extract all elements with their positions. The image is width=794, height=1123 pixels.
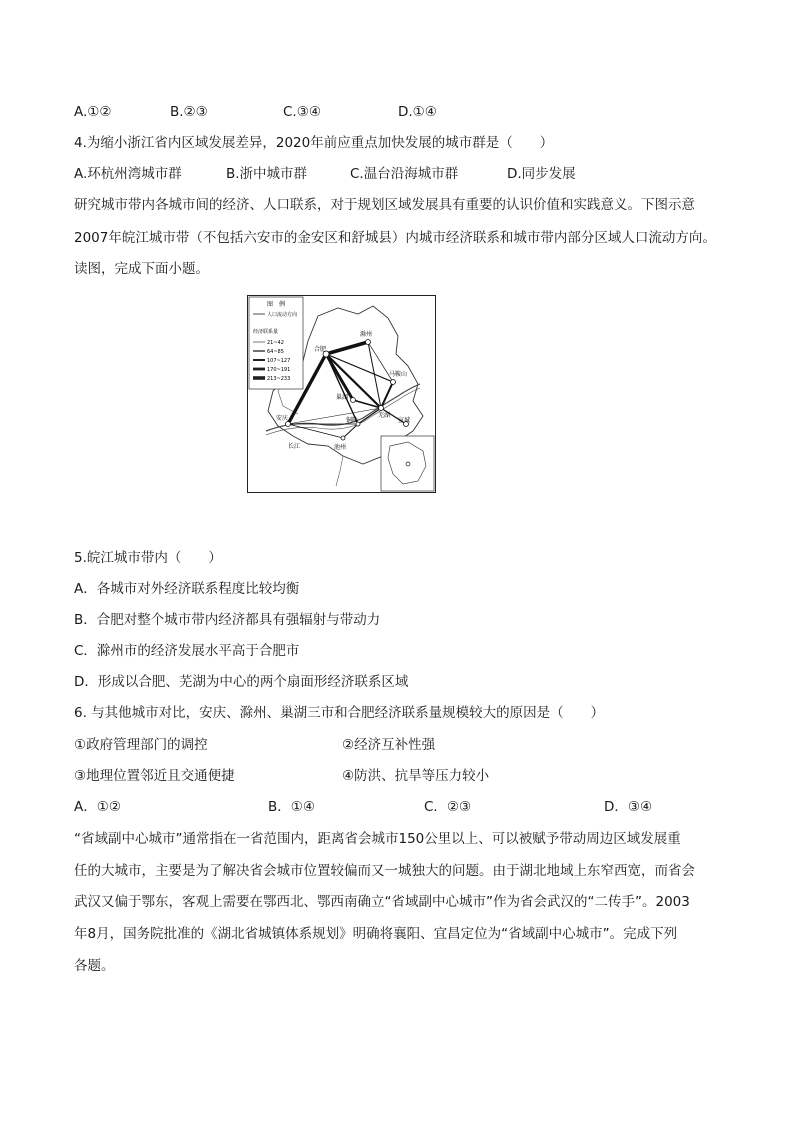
question-5-stem: 5.皖江城市带内（ ） <box>74 550 222 566</box>
q4-option-c: C.温台沿海城市群 <box>350 166 459 182</box>
legend-title: 图 例 <box>266 301 286 308</box>
link-tongling-chizhou <box>343 424 358 438</box>
city-label-tongling: 铜陵 <box>346 417 359 424</box>
option-a: A.①② <box>74 104 112 120</box>
city-marker-anqing <box>286 422 291 427</box>
option-b: B.②③ <box>170 104 208 120</box>
river-label: 长江 <box>288 443 301 450</box>
city-marker-wuhu <box>379 406 384 411</box>
q6-option-b: B．①④ <box>268 799 315 815</box>
legend-range-4: 170~191 <box>267 367 291 373</box>
legend-range-5: 213~233 <box>267 376 291 382</box>
option-c: C.③④ <box>283 104 321 120</box>
q6-item-2: ②经济互补性强 <box>342 737 436 753</box>
link-hefei-maanshan <box>326 354 393 382</box>
legend-range-1: 21~42 <box>267 340 284 346</box>
link-anqing-chizhou <box>288 424 343 438</box>
q6-option-c: C．②③ <box>424 799 472 815</box>
intro-line-1: 研究城市带内各城市间的经济、人口联系，对于规划区域发展具有重要的认识价值和实践意义。下图示意 <box>74 197 695 213</box>
region-outline-south <box>336 456 343 486</box>
map-figure <box>247 295 436 493</box>
city-marker-maanshan <box>391 380 396 385</box>
intro2-line-3: 武汉又偏于鄂东，客观上需要在鄂西北、鄂西南确立“省域副中心城市”作为省会武汉的“二传手”。2003 <box>74 894 690 910</box>
q5-option-d: D．形成以合肥、芜湖为中心的两个扇面形经济联系区域 <box>74 674 409 690</box>
intro-line-2: 2007年皖江城市带（不包括六安市的金安区和舒城县）内城市经济联系和城市带内部分区域人口流动方向。 <box>74 230 716 246</box>
city-label-hefei: 合肥 <box>314 346 327 353</box>
city-label-chaohu: 巢湖 <box>336 394 349 401</box>
legend-econ: 经济联系量 <box>253 329 279 335</box>
inset-city-marker <box>406 462 410 466</box>
city-label-anqing: 安庆 <box>276 415 289 422</box>
city-label-xuancheng: 宣城 <box>398 417 411 424</box>
q6-item-3: ③地理位置邻近且交通便捷 <box>74 768 235 784</box>
city-label-maanshan: 马鞍山 <box>389 371 408 378</box>
intro2-line-2: 任的大城市，主要是为了解决省会城市位置较偏而又一城独大的问题。由于湖北地域上东窄西宽，而省会 <box>74 863 695 879</box>
intro-line-3: 读图，完成下面小题。 <box>74 261 209 277</box>
q5-option-a: A．各城市对外经济联系程度比较均衡 <box>74 581 300 597</box>
q5-option-c: C．滁州市的经济发展水平高于合肥市 <box>74 643 300 659</box>
city-marker-chuzhou <box>366 340 371 345</box>
q4-option-d: D.同步发展 <box>507 166 576 182</box>
q4-option-b: B.浙中城市群 <box>226 166 308 182</box>
question-4-stem: 4.为缩小浙江省内区域发展差异，2020年前应重点加快发展的城市群是（ ） <box>74 135 554 151</box>
q4-option-a: A.环杭州湾城市群 <box>74 166 182 182</box>
legend-flow: 人口流动方向 <box>267 312 298 318</box>
city-label-chuzhou: 滁州 <box>360 331 373 338</box>
link-hefei-tongling <box>326 354 358 424</box>
legend-range-2: 64~85 <box>267 349 284 355</box>
intro2-line-1: “省域副中心城市”通常指在一省范围内，距离省会城市150公里以上、可以被赋予带动周边区域发展重 <box>74 831 681 847</box>
city-label-wuhu: 芜湖 <box>378 412 391 419</box>
city-marker-chizhou <box>341 436 345 440</box>
intro2-line-5: 各题。 <box>74 958 115 974</box>
option-d: D.①④ <box>398 104 437 120</box>
city-label-chizhou: 池州 <box>334 444 347 451</box>
q6-option-d: D．③④ <box>604 799 653 815</box>
q6-option-a: A．①② <box>74 799 121 815</box>
q6-item-4: ④防洪、抗旱等压力较小 <box>342 768 490 784</box>
legend-range-3: 107~127 <box>267 358 291 364</box>
intro2-line-4: 年8月，国务院批准的《湖北省城镇体系规划》明确将襄阳、宜昌定位为“省域副中心城市”。完成下列 <box>74 926 678 942</box>
link-hefei-chuzhou <box>326 342 368 354</box>
city-marker-chaohu <box>351 398 356 403</box>
q5-option-b: B．合肥对整个城市带内经济都具有强辐射与带动力 <box>74 612 381 628</box>
question-6-stem: 6. 与其他城市对比，安庆、滁州、巢湖三市和合肥经济联系量规模较大的原因是（ ） <box>74 705 605 721</box>
map-svg <box>248 296 435 492</box>
q6-item-1: ①政府管理部门的调控 <box>74 737 208 753</box>
